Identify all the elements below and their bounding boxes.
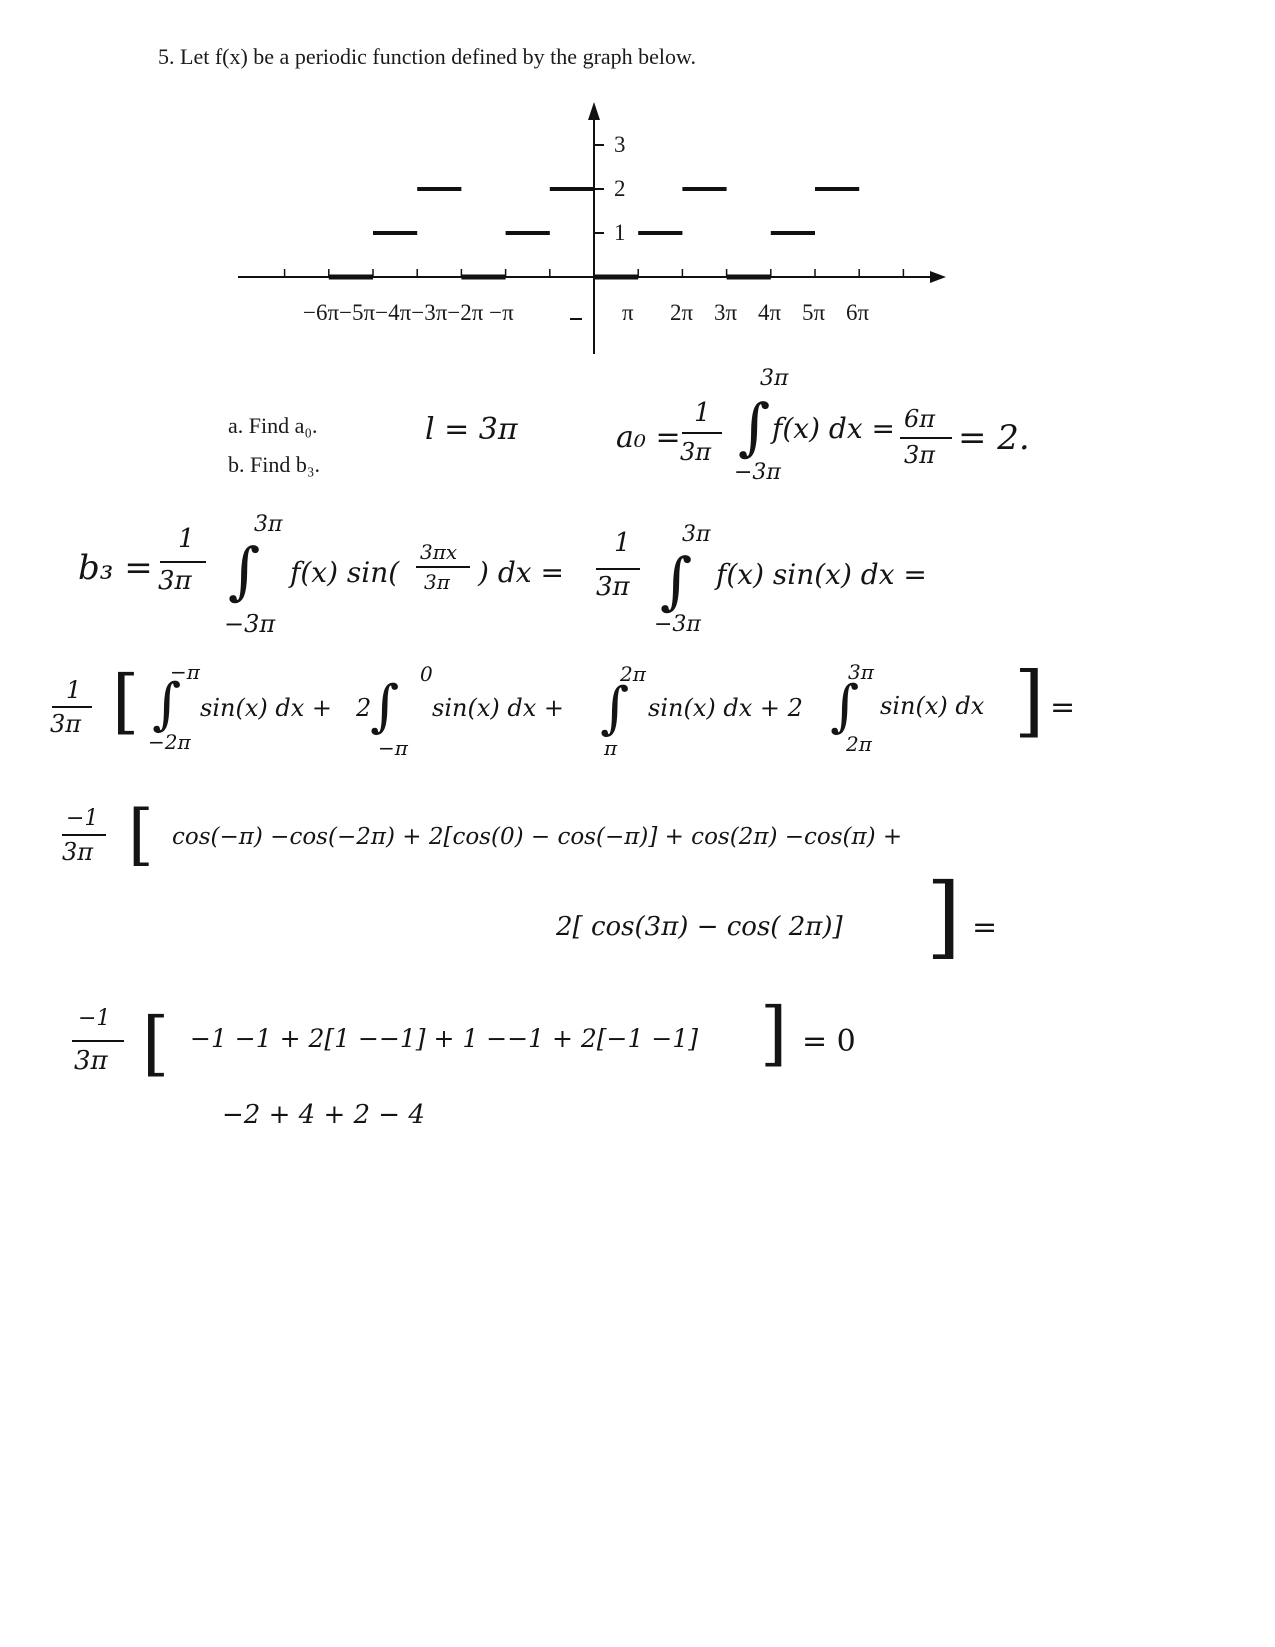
hw-b3b-frac-bar [596,568,640,570]
hw-l3-open-bracket: [ [112,660,140,742]
x-tick-labels-negative: −6π−5π−4π−3π−2π −π [303,300,514,325]
hw-b3-arg-den: 3π [424,570,450,594]
tick-dash-mark [570,318,582,320]
hw-l3-lim-lo-4: 2π [846,732,872,756]
hw-l6-frac-bar [72,1040,124,1042]
hw-b3-integrand-a: f(x) sin( [290,556,400,589]
hw-l6-frac-den: 3π [74,1046,108,1076]
hw-a0-res-den: 3π [904,441,936,469]
hw-l3-integral-3: ∫ [600,676,630,741]
hw-b3b-integrand: f(x) sin(x) dx = [716,558,927,591]
y-axis-arrow [588,102,600,120]
hw-b3-arg-bar [416,566,470,568]
hw-l3-eq: = [1050,690,1076,725]
x-tick-label-6pi: 6π [846,300,870,325]
hw-l3-frac-bar [52,706,92,708]
hw-b3-lhs: b₃ = [78,548,153,588]
hw-b3b-frac-den: 3π [596,572,630,602]
hw-l3-term-4: sin(x) dx [880,692,985,720]
hw-b3-frac-bar [160,561,206,563]
hw-l-value: l = 3π [425,412,518,447]
hw-l6-open-bracket: [ [142,1002,170,1084]
hw-l7-expr: −2 + 4 + 2 − 4 [222,1100,425,1130]
hw-b3-integral: ∫ [228,534,261,607]
hw-l5-close-bracket: ] [926,864,962,969]
hw-l3-term-3: sin(x) dx + 2 [648,694,803,722]
x-tick-label-pi: π [622,300,634,325]
hw-l3-lim-lo-2: −π [378,736,408,760]
hw-l4-expr: cos(−π) −cos(−2π) + 2[cos(0) − cos(−π)] + cos(2π) −cos(π) + [172,824,903,850]
hw-l3-lim-up-4: 3π [848,660,874,684]
hw-l5-expr: 2[ cos(3π) − cos( 2π)] [556,912,843,942]
hw-l3-close-bracket: ] [1014,656,1045,746]
x-axis-arrow [930,271,946,283]
y-tick-label-1: 1 [614,220,626,245]
y-tick-label-2: 2 [614,176,626,201]
hw-l6-close-bracket: ] [760,992,788,1074]
hw-l3-frac-den: 3π [50,710,82,738]
hw-l6-result: = 0 [802,1024,856,1059]
hw-l4-frac-bar [62,834,106,836]
hw-a0-res-num: 6π [904,405,936,433]
hw-a0-result: = 2. [958,418,1030,458]
x-tick-label-2pi: 2π [670,300,694,325]
hw-a0-int-upper: 3π [760,366,789,391]
hw-l6-expr: −1 −1 + 2[1 −−1] + 1 −−1 + 2[−1 −1] [190,1024,698,1053]
hw-l3-integral-4: ∫ [830,674,860,739]
hw-b3b-frac-num: 1 [614,528,631,558]
hw-a0-frac-num: 1 [694,398,711,428]
hw-b3-integrand-b: ) dx = [478,556,564,589]
y-tick-label-3: 3 [614,132,626,157]
hw-l3-lim-up-2: 0 [420,662,433,686]
hw-l3-frac-num: 1 [66,676,82,704]
hw-l3-term-2: sin(x) dx + [432,694,564,722]
hw-a0-integrand: f(x) dx = [772,412,895,445]
x-tick-label-4pi: 4π [758,300,782,325]
hw-b3-arg-num: 3πx [420,540,458,564]
hw-a0-integral: ∫ [738,390,771,463]
part-a-label: a. Find a₀. [228,413,318,438]
hw-a0-frac-den: 3π [680,438,712,466]
hw-l3-lim-up-1: −π [170,660,200,684]
hw-l6-frac-num: −1 [78,1006,111,1031]
hw-b3-int-lower: −3π [224,610,276,638]
hw-a0-frac-bar [682,432,722,434]
hw-l3-integral-2: ∫ [370,674,400,739]
hw-l4-frac-num: −1 [66,806,99,831]
hw-l3-term-1: sin(x) dx + [200,694,332,722]
hw-b3b-int-upper: 3π [682,522,711,547]
hw-a0-res-bar [900,437,952,439]
x-tick-label-5pi: 5π [802,300,826,325]
hw-b3b-integral: ∫ [660,544,693,617]
hw-b3-frac-num: 1 [178,524,195,554]
part-b-label: b. Find b₃. [228,452,321,477]
hw-a0-lhs: a₀ = [616,420,681,455]
step-function-graph [0,0,1275,400]
hw-l3-lim-lo-1: −2π [148,730,191,754]
hw-b3b-int-lower: −3π [654,612,701,637]
hw-b3-frac-den: 3π [158,566,192,596]
hw-l3-lim-up-3: 2π [620,662,646,686]
x-tick-label-3pi: 3π [714,300,738,325]
hw-b3-int-upper: 3π [254,512,283,537]
hw-l3-two-a: 2 [356,694,372,722]
hw-a0-int-lower: −3π [734,460,781,485]
hw-l4-frac-den: 3π [62,838,94,866]
hw-l3-lim-lo-3: π [604,736,618,760]
hw-l5-eq: = [972,910,998,945]
hw-l3-integral-1: ∫ [152,672,182,737]
hw-l4-open-bracket: [ [128,796,154,873]
problem-statement: 5. Let f(x) be a periodic function defined by the graph below. [158,44,696,69]
